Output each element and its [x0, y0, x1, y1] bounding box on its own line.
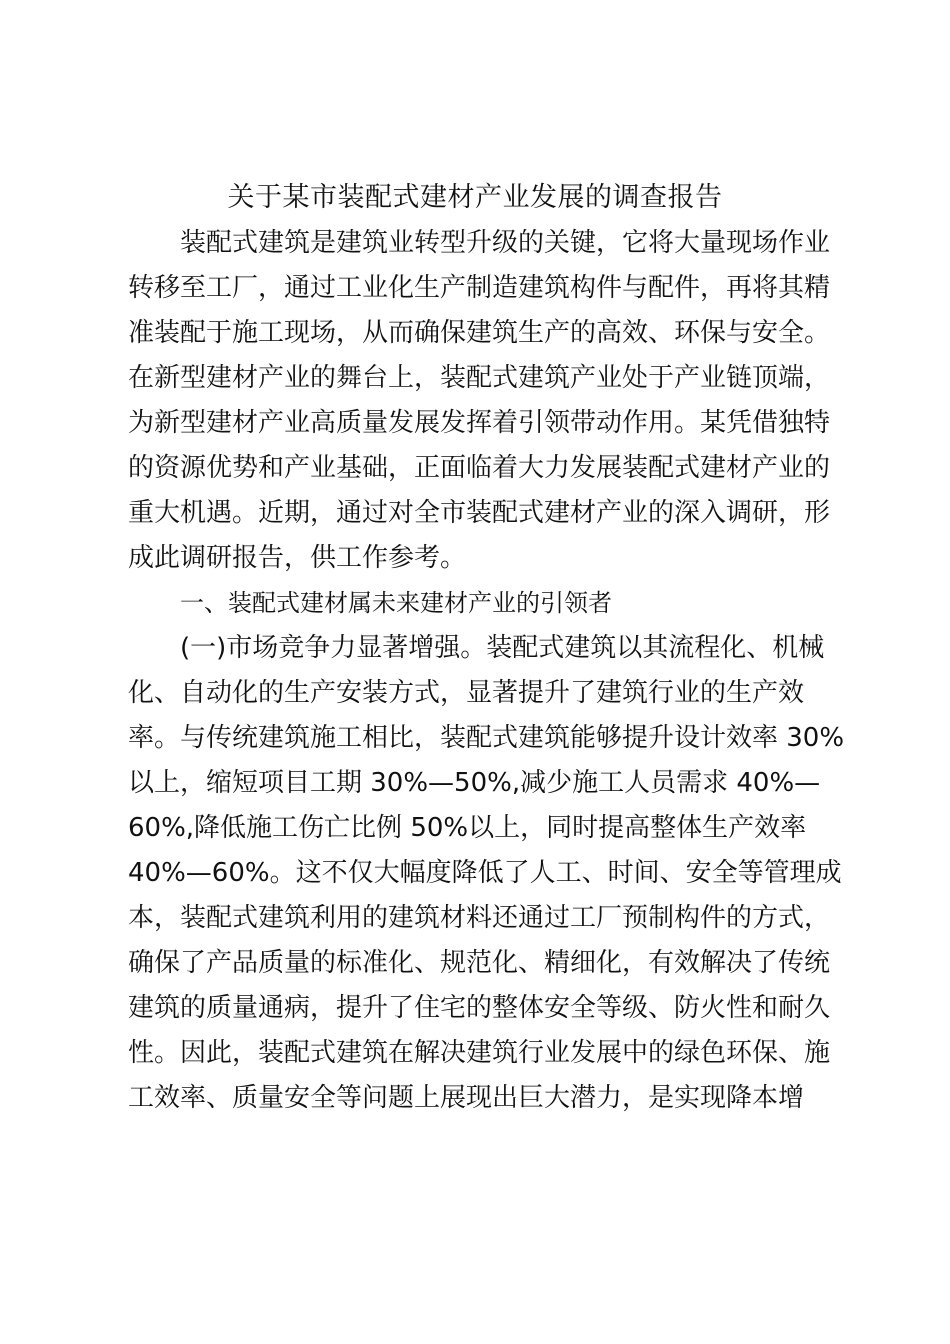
paragraph-line: 性。因此，装配式建筑在解决建筑行业发展中的绿色环保、施 [128, 1038, 831, 1068]
paragraph-line: 建筑的质量通病，提升了住宅的整体安全等级、防火性和耐久 [128, 993, 831, 1023]
paragraph-line: 转移至工厂，通过工业化生产制造建筑构件与配件，再将其精 [128, 273, 831, 303]
paragraph-line: 装配式建筑是建筑业转型升级的关键，它将大量现场作业 [180, 228, 831, 258]
paragraph-line: 40%—60%。这不仅大幅度降低了人工、时间、安全等管理成 [128, 858, 842, 888]
paragraph-line: 为新型建材产业高质量发展发挥着引领带动作用。某凭借独特 [128, 408, 831, 438]
paragraph-line: 化、自动化的生产安装方式，显著提升了建筑行业的生产效 [128, 678, 805, 708]
paragraph-line: 以上，缩短项目工期 30%—50%,减少施工人员需求 40%— [128, 768, 821, 798]
paragraph-line: 在新型建材产业的舞台上，装配式建筑产业处于产业链顶端， [128, 363, 831, 393]
paragraph-line: 60%,降低施工伤亡比例 50%以上，同时提高整体生产效率 [128, 813, 807, 843]
paragraph-line: 率。与传统建筑施工相比，装配式建筑能够提升设计效率 30% [128, 723, 845, 753]
paragraph-line: 本，装配式建筑利用的建筑材料还通过工厂预制构件的方式， [128, 903, 831, 933]
section-heading: 一、装配式建材属未来建材产业的引领者 [180, 589, 612, 617]
paragraph-line: 的资源优势和产业基础，正面临着大力发展装配式建材产业的 [128, 453, 831, 483]
paragraph-line: 成此调研报告，供工作参考。 [128, 543, 467, 573]
paragraph-line: (一)市场竞争力显著增强。装配式建筑以其流程化、机械 [180, 633, 825, 663]
paragraph-line: 确保了产品质量的标准化、规范化、精细化，有效解决了传统 [128, 948, 831, 978]
paragraph-line: 重大机遇。近期，通过对全市装配式建材产业的深入调研，形 [128, 498, 831, 528]
paragraph-line: 工效率、质量安全等问题上展现出巨大潜力，是实现降本增 [128, 1083, 805, 1113]
paragraph-line: 准装配于施工现场，从而确保建筑生产的高效、环保与安全。 [128, 318, 831, 348]
document-title: 关于某市装配式建材产业发展的调查报告 [227, 182, 723, 213]
